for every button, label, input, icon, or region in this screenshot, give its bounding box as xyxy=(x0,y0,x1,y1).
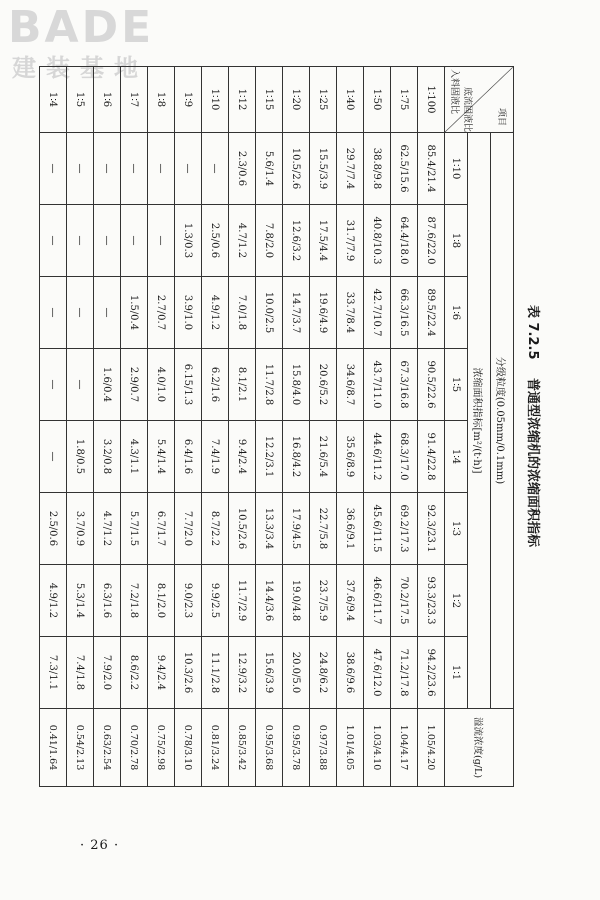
table-row xyxy=(175,67,202,787)
logo-subtitle: 建装基地 xyxy=(12,54,148,82)
table-row xyxy=(283,67,310,787)
table-cell: 36.6/9.1 xyxy=(337,493,364,565)
table-cell: 8.7/2.2 xyxy=(202,493,229,565)
table-cell: 7.3/1.1 xyxy=(40,637,67,709)
table-cell: 12.2/3.1 xyxy=(256,421,283,493)
table-cell: 9.0/2.3 xyxy=(175,565,202,637)
table-cell: 6.15/1.3 xyxy=(175,349,202,421)
overflow-cell: 0.85/3.42 xyxy=(229,709,256,787)
table-cell: — xyxy=(148,205,175,277)
table-cell: 71.2/17.8 xyxy=(391,637,418,709)
table-cell: 7.7/2.0 xyxy=(175,493,202,565)
table-cell: 8.1/2.1 xyxy=(229,349,256,421)
table-cell: 67.3/16.8 xyxy=(391,349,418,421)
table-cell: 9.9/2.5 xyxy=(202,565,229,637)
table-cell: 11.1/2.8 xyxy=(202,637,229,709)
table-cell: 21.6/5.4 xyxy=(310,421,337,493)
table-cell: 93.3/23.3 xyxy=(418,565,445,637)
table-cell: 5.7/1.5 xyxy=(121,493,148,565)
row-label: 1∶100 xyxy=(418,67,445,133)
table-cell: 89.5/22.4 xyxy=(418,277,445,349)
table-cell: 90.5/22.6 xyxy=(418,349,445,421)
ratio-header-cell: 1∶4 xyxy=(445,421,468,493)
table-cell: 16.8/4.2 xyxy=(283,421,310,493)
overflow-cell: 0.78/3.10 xyxy=(175,709,202,787)
table-cell: — xyxy=(67,133,94,205)
table-cell: 19.6/4.9 xyxy=(310,277,337,349)
table-row xyxy=(67,67,94,787)
overflow-cell: 0.97/3.88 xyxy=(310,709,337,787)
overflow-cell: 0.54/2.13 xyxy=(67,709,94,787)
table-row xyxy=(148,67,175,787)
table-cell: 6.2/1.6 xyxy=(202,349,229,421)
table-cell: 31.7/7.9 xyxy=(337,205,364,277)
logo-wordmark: BADE xyxy=(8,2,155,53)
table-cell: 4.3/1.1 xyxy=(121,421,148,493)
row-label: 1∶20 xyxy=(283,67,310,133)
row-label: 1∶10 xyxy=(202,67,229,133)
table-cell: — xyxy=(121,205,148,277)
table-cell: — xyxy=(175,133,202,205)
table-cell: 62.5/15.6 xyxy=(391,133,418,205)
overflow-cell: 1.03/4.10 xyxy=(364,709,391,787)
ratio-header-cell: 1∶5 xyxy=(445,349,468,421)
table-cell: 20.6/5.2 xyxy=(310,349,337,421)
table-cell: — xyxy=(40,421,67,493)
table-cell: 4.7/1.2 xyxy=(229,205,256,277)
table-cell: 1.8/0.5 xyxy=(67,421,94,493)
table-row xyxy=(391,67,418,787)
table-cell: 35.6/8.9 xyxy=(337,421,364,493)
table-cell: 23.7/5.9 xyxy=(310,565,337,637)
row-label: 1∶6 xyxy=(94,67,121,133)
table-cell: — xyxy=(40,205,67,277)
table-cell: 10.5/2.6 xyxy=(229,493,256,565)
row-label: 1∶9 xyxy=(175,67,202,133)
table-body xyxy=(40,67,445,787)
overflow-cell: 1.05/4.20 xyxy=(418,709,445,787)
table-row xyxy=(364,67,391,787)
table-cell: 94.2/23.6 xyxy=(418,637,445,709)
table-cell: 15.6/3.9 xyxy=(256,637,283,709)
overflow-header: 溢流浓度(g/L) xyxy=(445,709,514,787)
table-cell: 38.6/9.6 xyxy=(337,637,364,709)
table-cell: 9.4/2.4 xyxy=(229,421,256,493)
table-cell: 11.7/2.9 xyxy=(229,565,256,637)
ratio-header-cell: 1∶6 xyxy=(445,277,468,349)
table-cell: 91.4/22.8 xyxy=(418,421,445,493)
table-cell: 87.6/22.0 xyxy=(418,205,445,277)
table-cell: 6.4/1.6 xyxy=(175,421,202,493)
ratio-header-cell: 1∶2 xyxy=(445,565,468,637)
table-cell: 2.7/0.7 xyxy=(148,277,175,349)
row-label: 1∶75 xyxy=(391,67,418,133)
table-cell: 4.7/1.2 xyxy=(94,493,121,565)
overflow-cell: 0.63/2.54 xyxy=(94,709,121,787)
table-cell: 40.8/10.3 xyxy=(364,205,391,277)
row-label: 1∶40 xyxy=(337,67,364,133)
table-cell: 13.3/3.4 xyxy=(256,493,283,565)
table-cell: 10.3/2.6 xyxy=(175,637,202,709)
table-cell: 29.7/7.4 xyxy=(337,133,364,205)
table-cell: 47.6/12.0 xyxy=(364,637,391,709)
table-row xyxy=(256,67,283,787)
row-label: 1∶4 xyxy=(40,67,67,133)
table-cell: 10.0/2.5 xyxy=(256,277,283,349)
table-caption xyxy=(520,66,544,786)
table-cell: 7.4/1.8 xyxy=(67,637,94,709)
table-cell: 7.2/1.8 xyxy=(121,565,148,637)
sub-header: 浓缩面积指标[m²/(t·h)] xyxy=(468,133,491,709)
table-cell: 12.6/3.2 xyxy=(283,205,310,277)
table-cell: — xyxy=(94,277,121,349)
table-cell: 5.6/1.4 xyxy=(256,133,283,205)
ratio-header-cell: 1∶8 xyxy=(445,205,468,277)
table-cell: 24.8/6.2 xyxy=(310,637,337,709)
overflow-cell: 1.01/4.05 xyxy=(337,709,364,787)
table-cell: 7.8/2.0 xyxy=(256,205,283,277)
table-cell: 92.3/23.1 xyxy=(418,493,445,565)
table-cell: 34.6/8.7 xyxy=(337,349,364,421)
overflow-cell: 0.75/2.98 xyxy=(148,709,175,787)
row-label: 1∶25 xyxy=(310,67,337,133)
row-label: 1∶8 xyxy=(148,67,175,133)
table-cell: 12.9/3.2 xyxy=(229,637,256,709)
row-label: 1∶15 xyxy=(256,67,283,133)
table-cell: 9.4/2.4 xyxy=(148,637,175,709)
table-cell: 20.0/5.0 xyxy=(283,637,310,709)
corner-label-feed: 入料固液比 xyxy=(449,69,459,115)
table-caption-title: 普通型浓缩机的浓缩面积指标 xyxy=(525,378,540,548)
table-cell: 14.4/3.6 xyxy=(256,565,283,637)
table-cell: 6.3/1.6 xyxy=(94,565,121,637)
row-label: 1∶50 xyxy=(364,67,391,133)
table-cell: 69.2/17.3 xyxy=(391,493,418,565)
group-header: 分级粒度(0.05mm/0.1mm) xyxy=(491,133,514,709)
page-number: · 26 · xyxy=(80,838,120,853)
corner-label-item: 项目 xyxy=(496,107,506,126)
table-cell: 1.3/0.3 xyxy=(175,205,202,277)
table-row xyxy=(40,67,67,787)
table-cell: 37.6/9.4 xyxy=(337,565,364,637)
table-cell: 44.6/11.2 xyxy=(364,421,391,493)
table-cell: 14.7/3.7 xyxy=(283,277,310,349)
ratio-header-cell: 1∶3 xyxy=(445,493,468,565)
ratio-header-cell: 1∶10 xyxy=(445,133,468,205)
table-row xyxy=(94,67,121,787)
table-cell: 7.9/2.0 xyxy=(94,637,121,709)
table-cell: 33.7/8.4 xyxy=(337,277,364,349)
table-cell: 8.1/2.0 xyxy=(148,565,175,637)
table-cell: 42.7/10.7 xyxy=(364,277,391,349)
table-cell: 8.6/2.2 xyxy=(121,637,148,709)
table-cell: 1.5/0.4 xyxy=(121,277,148,349)
table-cell: — xyxy=(40,277,67,349)
table-row xyxy=(202,67,229,787)
table-cell: — xyxy=(40,349,67,421)
table-cell: 4.0/1.0 xyxy=(148,349,175,421)
table-cell: 7.0/1.8 xyxy=(229,277,256,349)
ratio-header-row xyxy=(445,67,468,787)
table-cell: 45.6/11.5 xyxy=(364,493,391,565)
rotated-table-area xyxy=(47,66,544,786)
table-cell: 22.7/5.8 xyxy=(310,493,337,565)
table-cell: 3.2/0.8 xyxy=(94,421,121,493)
overflow-cell: 0.70/2.78 xyxy=(121,709,148,787)
table-cell: 4.9/1.2 xyxy=(40,565,67,637)
table-cell: 17.9/4.5 xyxy=(283,493,310,565)
overflow-cell: 0.81/3.24 xyxy=(202,709,229,787)
table-cell: — xyxy=(67,205,94,277)
overflow-cell: 0.95/3.78 xyxy=(283,709,310,787)
table-cell: 85.4/21.4 xyxy=(418,133,445,205)
corner-label-underflow: 底流固液比 xyxy=(462,87,472,133)
table-cell: 15.5/3.9 xyxy=(310,133,337,205)
table-cell: 2.5/0.6 xyxy=(202,205,229,277)
table-caption-number: 表 7.2.5 xyxy=(525,304,540,360)
table-cell: 3.7/0.9 xyxy=(67,493,94,565)
table-cell: 70.2/17.5 xyxy=(391,565,418,637)
table-row xyxy=(121,67,148,787)
table-cell: 17.5/4.4 xyxy=(310,205,337,277)
row-label: 1∶12 xyxy=(229,67,256,133)
table-cell: — xyxy=(121,133,148,205)
table-cell: 11.7/2.8 xyxy=(256,349,283,421)
table-cell: 2.3/0.6 xyxy=(229,133,256,205)
ratio-header-cell: 1∶1 xyxy=(445,637,468,709)
table-cell: — xyxy=(40,133,67,205)
table-cell: — xyxy=(94,205,121,277)
table-cell: 7.4/1.9 xyxy=(202,421,229,493)
table-row xyxy=(310,67,337,787)
overflow-cell: 1.04/4.17 xyxy=(391,709,418,787)
table-cell: — xyxy=(94,133,121,205)
table-cell: 5.3/1.4 xyxy=(67,565,94,637)
table-cell: 38.8/9.8 xyxy=(364,133,391,205)
concentrator-table xyxy=(39,66,514,787)
table-cell: 4.9/1.2 xyxy=(202,277,229,349)
table-cell: 10.5/2.6 xyxy=(283,133,310,205)
table-cell: 2.5/0.6 xyxy=(40,493,67,565)
table-cell: — xyxy=(67,349,94,421)
table-cell: — xyxy=(67,277,94,349)
overflow-cell: 0.95/3.68 xyxy=(256,709,283,787)
table-cell: 6.7/1.7 xyxy=(148,493,175,565)
table-cell: 1.6/0.4 xyxy=(94,349,121,421)
table-cell: 68.3/17.0 xyxy=(391,421,418,493)
table-cell: 15.8/4.0 xyxy=(283,349,310,421)
corner-header xyxy=(445,67,514,133)
table-row xyxy=(229,67,256,787)
table-cell: 64.4/18.0 xyxy=(391,205,418,277)
table-cell: 5.4/1.4 xyxy=(148,421,175,493)
row-label: 1∶5 xyxy=(67,67,94,133)
row-label: 1∶7 xyxy=(121,67,148,133)
table-cell: 66.3/16.5 xyxy=(391,277,418,349)
table-cell: 19.0/4.8 xyxy=(283,565,310,637)
table-cell: 43.7/11.0 xyxy=(364,349,391,421)
overflow-cell: 0.41/1.64 xyxy=(40,709,67,787)
table-cell: — xyxy=(202,133,229,205)
table-cell: 3.9/1.0 xyxy=(175,277,202,349)
table-cell: 2.9/0.7 xyxy=(121,349,148,421)
table-row xyxy=(418,67,445,787)
table-cell: — xyxy=(148,133,175,205)
table-cell: 46.6/11.7 xyxy=(364,565,391,637)
table-row xyxy=(337,67,364,787)
